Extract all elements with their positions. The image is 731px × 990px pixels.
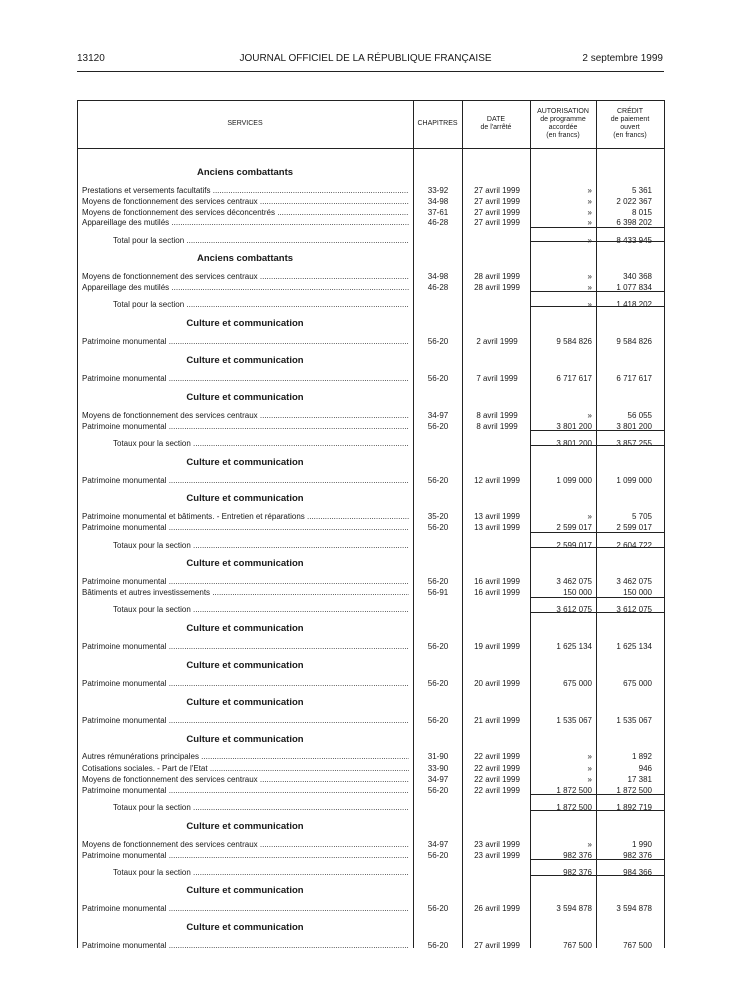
- total-rule: [530, 547, 664, 548]
- row-service-label: Appareillage des mutilés .....: [82, 282, 409, 293]
- row-chapitre: 56-20: [427, 422, 449, 431]
- total-credit: 984 366: [623, 868, 652, 877]
- row-service-label: Prestations et versements facultatifs .....: [82, 185, 409, 196]
- total-label: Totaux pour la section .....: [113, 867, 409, 878]
- row-autorisation: »: [587, 218, 592, 227]
- row-date: 22 avril 1999: [474, 775, 520, 784]
- row-credit: 2 022 367: [616, 197, 652, 206]
- total-label: Total pour la section .....: [113, 235, 409, 246]
- row-date: 22 avril 1999: [474, 764, 520, 773]
- total-credit: 3 857 255: [616, 439, 652, 448]
- table-row: [0, 641, 731, 652]
- total-rule: [530, 859, 664, 860]
- row-service-label: Moyens de fonctionnement des services centraux .....: [82, 839, 409, 850]
- row-autorisation: »: [587, 208, 592, 217]
- total-row: [0, 867, 731, 878]
- row-credit: 1 990: [631, 840, 652, 849]
- row-service-label: Patrimoine monumental .....: [82, 336, 409, 347]
- row-autorisation: 3 462 075: [556, 577, 592, 586]
- row-autorisation: 1 099 000: [556, 476, 592, 485]
- section-title: Culture et communication: [186, 392, 304, 403]
- row-autorisation: 1 872 500: [556, 786, 592, 795]
- issue-date: 2 septembre 1999: [582, 53, 663, 64]
- row-chapitre: 56-20: [427, 577, 449, 586]
- row-service-label: Moyens de fonctionnement des services déconcentrés .....: [82, 207, 409, 218]
- row-date: 23 avril 1999: [474, 840, 520, 849]
- total-autorisation: 982 376: [563, 868, 592, 877]
- row-chapitre: 56-20: [427, 642, 449, 651]
- row-credit: 3 801 200: [616, 422, 652, 431]
- row-date: 21 avril 1999: [474, 716, 520, 725]
- row-date: 22 avril 1999: [474, 786, 520, 795]
- total-credit: 3 612 075: [616, 605, 652, 614]
- total-rule: [530, 794, 664, 795]
- table-row: [0, 475, 731, 486]
- row-credit: 340 368: [623, 272, 652, 281]
- row-autorisation: 1 535 067: [556, 716, 592, 725]
- row-service-label: Patrimoine monumental .....: [82, 576, 409, 587]
- column-header-services: SERVICES: [227, 120, 263, 127]
- total-rule: [530, 445, 664, 446]
- row-chapitre: 33-92: [427, 186, 449, 195]
- row-credit: 150 000: [623, 588, 652, 597]
- table-row: [0, 751, 731, 762]
- row-service-label: Patrimoine monumental et bâtiments. - Entretien et réparations .....: [82, 511, 409, 522]
- row-credit: 17 381: [627, 775, 652, 784]
- row-autorisation: »: [587, 764, 592, 773]
- row-credit: 56 055: [627, 411, 652, 420]
- row-credit: 5 361: [631, 186, 652, 195]
- row-credit: 767 500: [623, 941, 652, 950]
- table-row: [0, 940, 731, 951]
- total-rule: [530, 597, 664, 598]
- row-service-label: Patrimoine monumental .....: [82, 373, 409, 384]
- row-chapitre: 34-97: [427, 775, 449, 784]
- section-title: Culture et communication: [186, 821, 304, 832]
- total-credit: 1 418 202: [616, 300, 652, 309]
- row-date: 7 avril 1999: [476, 374, 518, 383]
- row-service-label: Patrimoine monumental .....: [82, 522, 409, 533]
- row-date: 2 avril 1999: [476, 337, 518, 346]
- row-chapitre: 56-20: [427, 851, 449, 860]
- row-date: 27 avril 1999: [474, 208, 520, 217]
- row-autorisation: 767 500: [563, 941, 592, 950]
- row-chapitre: 56-20: [427, 374, 449, 383]
- row-chapitre: 37-61: [427, 208, 449, 217]
- table-row: [0, 715, 731, 726]
- row-credit: 6 717 617: [616, 374, 652, 383]
- total-row: [0, 438, 731, 449]
- total-autorisation: 3 612 075: [556, 605, 592, 614]
- row-date: 16 avril 1999: [474, 588, 520, 597]
- row-chapitre: 56-20: [427, 716, 449, 725]
- row-chapitre: 56-20: [427, 523, 449, 532]
- row-service-label: Patrimoine monumental .....: [82, 903, 409, 914]
- row-date: 28 avril 1999: [474, 283, 520, 292]
- total-autorisation: 3 801 200: [556, 439, 592, 448]
- table-row: [0, 336, 731, 347]
- row-service-label: Bâtiments et autres investissements .....: [82, 587, 409, 598]
- total-rule: [530, 227, 664, 228]
- row-service-label: Patrimoine monumental .....: [82, 421, 409, 432]
- row-credit: 1 099 000: [616, 476, 652, 485]
- table-row: [0, 903, 731, 914]
- total-rule: [530, 241, 664, 242]
- total-rule: [530, 875, 664, 876]
- row-autorisation: »: [587, 411, 592, 420]
- row-chapitre: 34-98: [427, 197, 449, 206]
- table-header-border: [77, 148, 664, 149]
- row-chapitre: 46-28: [427, 283, 449, 292]
- row-date: 13 avril 1999: [474, 512, 520, 521]
- row-chapitre: 34-98: [427, 272, 449, 281]
- row-autorisation: »: [587, 272, 592, 281]
- total-rule: [530, 291, 664, 292]
- total-row: [0, 540, 731, 551]
- row-date: 27 avril 1999: [474, 218, 520, 227]
- total-rule: [530, 430, 664, 431]
- row-credit: 946: [638, 764, 652, 773]
- row-date: 27 avril 1999: [474, 186, 520, 195]
- total-autorisation: »: [587, 300, 592, 309]
- row-autorisation: »: [587, 197, 592, 206]
- row-service-label: Moyens de fonctionnement des services centraux .....: [82, 410, 409, 421]
- row-chapitre: 56-91: [427, 588, 449, 597]
- row-credit: 1 872 500: [616, 786, 652, 795]
- row-service-label: Patrimoine monumental .....: [82, 641, 409, 652]
- section-title: Culture et communication: [186, 734, 304, 745]
- row-credit: 2 599 017: [616, 523, 652, 532]
- row-chapitre: 34-97: [427, 411, 449, 420]
- row-service-label: Autres rémunérations principales .....: [82, 751, 409, 762]
- row-credit: 1 625 134: [616, 642, 652, 651]
- row-autorisation: 6 717 617: [556, 374, 592, 383]
- row-autorisation: 3 801 200: [556, 422, 592, 431]
- total-label: Totaux pour la section .....: [113, 802, 409, 813]
- row-service-label: Moyens de fonctionnement des services centraux .....: [82, 196, 409, 207]
- section-title: Culture et communication: [186, 493, 304, 504]
- row-date: 13 avril 1999: [474, 523, 520, 532]
- row-chapitre: 56-20: [427, 679, 449, 688]
- total-autorisation: 1 872 500: [556, 803, 592, 812]
- row-date: 12 avril 1999: [474, 476, 520, 485]
- row-chapitre: 56-20: [427, 476, 449, 485]
- row-autorisation: »: [587, 186, 592, 195]
- column-header-autorisation: AUTORISATION de programme accordée (en francs): [537, 108, 589, 139]
- total-rule: [530, 612, 664, 613]
- row-credit: 3 594 878: [616, 904, 652, 913]
- row-autorisation: »: [587, 775, 592, 784]
- row-date: 26 avril 1999: [474, 904, 520, 913]
- section-title: Culture et communication: [186, 885, 304, 896]
- total-row: [0, 604, 731, 615]
- total-label: Totaux pour la section .....: [113, 438, 409, 449]
- total-autorisation: »: [587, 236, 592, 245]
- table-row: [0, 373, 731, 384]
- total-rule: [530, 306, 664, 307]
- row-service-label: Moyens de fonctionnement des services centraux .....: [82, 271, 409, 282]
- row-chapitre: 56-20: [427, 941, 449, 950]
- row-service-label: Appareillage des mutilés .....: [82, 217, 409, 228]
- total-credit: 8 433 945: [616, 236, 652, 245]
- section-title: Culture et communication: [186, 355, 304, 366]
- column-header-date: DATE de l'arrêté: [480, 116, 512, 131]
- row-autorisation: 675 000: [563, 679, 592, 688]
- table-row: [0, 410, 731, 421]
- row-date: 27 avril 1999: [474, 941, 520, 950]
- total-rule: [530, 532, 664, 533]
- row-date: 16 avril 1999: [474, 577, 520, 586]
- table-row: [0, 185, 731, 196]
- table-row: [0, 774, 731, 785]
- row-credit: 5 705: [631, 512, 652, 521]
- table-row: [0, 576, 731, 587]
- row-chapitre: 56-20: [427, 904, 449, 913]
- row-autorisation: »: [587, 752, 592, 761]
- row-credit: 982 376: [623, 851, 652, 860]
- header-rule: [77, 71, 664, 72]
- table-row: [0, 678, 731, 689]
- row-credit: 8 015: [631, 208, 652, 217]
- section-title: Culture et communication: [186, 318, 304, 329]
- row-date: 20 avril 1999: [474, 679, 520, 688]
- row-date: 8 avril 1999: [476, 422, 518, 431]
- row-chapitre: 46-28: [427, 218, 449, 227]
- row-autorisation: »: [587, 512, 592, 521]
- row-chapitre: 34-97: [427, 840, 449, 849]
- row-date: 19 avril 1999: [474, 642, 520, 651]
- column-header-chapitres: CHAPITRES: [417, 120, 458, 127]
- total-row: [0, 299, 731, 310]
- row-service-label: Patrimoine monumental .....: [82, 475, 409, 486]
- row-date: 22 avril 1999: [474, 752, 520, 761]
- row-credit: 3 462 075: [616, 577, 652, 586]
- row-credit: 9 584 826: [616, 337, 652, 346]
- total-credit: 2 604 722: [616, 541, 652, 550]
- row-autorisation: 9 584 826: [556, 337, 592, 346]
- row-service-label: Patrimoine monumental .....: [82, 785, 409, 796]
- row-service-label: Patrimoine monumental .....: [82, 678, 409, 689]
- row-autorisation: »: [587, 840, 592, 849]
- row-credit: 6 398 202: [616, 218, 652, 227]
- row-date: 27 avril 1999: [474, 197, 520, 206]
- table-row: [0, 839, 731, 850]
- section-title: Culture et communication: [186, 623, 304, 634]
- section-title: Anciens combattants: [196, 253, 294, 264]
- row-date: 23 avril 1999: [474, 851, 520, 860]
- section-title: Culture et communication: [186, 697, 304, 708]
- row-autorisation: 982 376: [563, 851, 592, 860]
- table-row: [0, 196, 731, 207]
- total-rule: [530, 810, 664, 811]
- row-credit: 1 077 834: [616, 283, 652, 292]
- section-title: Culture et communication: [186, 558, 304, 569]
- section-title: Anciens combattants: [196, 167, 294, 178]
- page-number: 13120: [77, 53, 105, 64]
- total-label: Totaux pour la section .....: [113, 540, 409, 551]
- row-chapitre: 56-20: [427, 337, 449, 346]
- row-service-label: Moyens de fonctionnement des services centraux .....: [82, 774, 409, 785]
- table-row: [0, 763, 731, 774]
- row-service-label: Patrimoine monumental .....: [82, 940, 409, 951]
- row-autorisation: 150 000: [563, 588, 592, 597]
- row-service-label: Patrimoine monumental .....: [82, 850, 409, 861]
- section-title: Culture et communication: [186, 457, 304, 468]
- table-row: [0, 271, 731, 282]
- table-row: [0, 511, 731, 522]
- row-date: 28 avril 1999: [474, 272, 520, 281]
- row-credit: 675 000: [623, 679, 652, 688]
- journal-title: JOURNAL OFFICIEL DE LA RÉPUBLIQUE FRANÇAISE: [239, 53, 492, 64]
- row-autorisation: 2 599 017: [556, 523, 592, 532]
- row-credit: 1 535 067: [616, 716, 652, 725]
- row-service-label: Cotisations sociales. - Part de l'Etat .....: [82, 763, 409, 774]
- column-header-credit: CRÉDIT de paiement ouvert (en francs): [610, 108, 650, 139]
- row-chapitre: 35-20: [427, 512, 449, 521]
- total-credit: 1 892 719: [616, 803, 652, 812]
- row-autorisation: 3 594 878: [556, 904, 592, 913]
- row-service-label: Patrimoine monumental .....: [82, 715, 409, 726]
- section-title: Culture et communication: [186, 922, 304, 933]
- total-autorisation: 2 599 017: [556, 541, 592, 550]
- total-label: Totaux pour la section .....: [113, 604, 409, 615]
- row-chapitre: 31-90: [427, 752, 449, 761]
- row-chapitre: 33-90: [427, 764, 449, 773]
- row-date: 8 avril 1999: [476, 411, 518, 420]
- total-label: Total pour la section .....: [113, 299, 409, 310]
- row-autorisation: 1 625 134: [556, 642, 592, 651]
- section-title: Culture et communication: [186, 660, 304, 671]
- total-row: [0, 802, 731, 813]
- row-credit: 1 892: [631, 752, 652, 761]
- row-autorisation: »: [587, 283, 592, 292]
- row-chapitre: 56-20: [427, 786, 449, 795]
